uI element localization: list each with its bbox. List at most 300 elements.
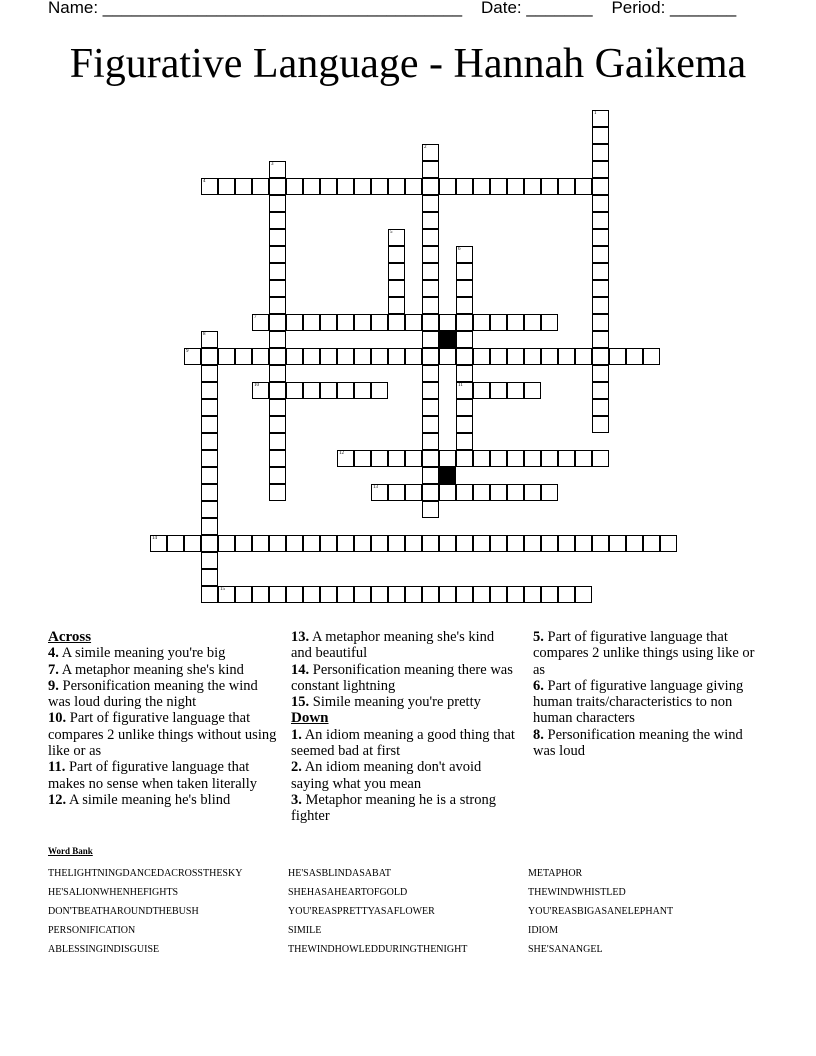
crossword-cell[interactable] bbox=[371, 450, 388, 467]
crossword-cell[interactable] bbox=[388, 348, 405, 365]
across-heading: Across bbox=[48, 629, 92, 645]
crossword-cell[interactable] bbox=[405, 178, 422, 195]
crossword-cell[interactable] bbox=[422, 586, 439, 603]
crossword-cell-11[interactable] bbox=[456, 382, 473, 399]
crossword-cell[interactable] bbox=[286, 314, 303, 331]
crossword-cell[interactable] bbox=[269, 535, 286, 552]
crossword-cell[interactable] bbox=[422, 161, 439, 178]
crossword-cell-15[interactable] bbox=[218, 586, 235, 603]
crossword-cell[interactable] bbox=[286, 348, 303, 365]
crossword-cell[interactable] bbox=[507, 382, 524, 399]
clue-number: 14 bbox=[152, 536, 157, 541]
crossword-cell[interactable] bbox=[592, 365, 609, 382]
crossword-cell[interactable] bbox=[473, 586, 490, 603]
crossword-cell[interactable] bbox=[422, 280, 439, 297]
crossword-cell[interactable] bbox=[303, 314, 320, 331]
clue-number: 4 bbox=[203, 179, 206, 184]
clue-down-2: 2. An idiom meaning don't avoid saying what you mean bbox=[291, 759, 482, 792]
crossword-cell[interactable] bbox=[558, 450, 575, 467]
crossword-cell[interactable] bbox=[592, 178, 609, 195]
crossword-cell[interactable] bbox=[456, 280, 473, 297]
crossword-cell[interactable] bbox=[286, 586, 303, 603]
crossword-cell[interactable] bbox=[490, 314, 507, 331]
crossword-cell[interactable] bbox=[252, 178, 269, 195]
crossword-cell[interactable] bbox=[592, 144, 609, 161]
crossword-cell[interactable] bbox=[626, 535, 643, 552]
crossword-cell[interactable] bbox=[269, 365, 286, 382]
date-field-label: Date: _______ bbox=[480, 0, 593, 17]
crossword-cell[interactable] bbox=[456, 348, 473, 365]
word-bank-item: YOU'REASPRETTYASAFLOWER bbox=[288, 906, 435, 917]
crossword-cell[interactable] bbox=[456, 586, 473, 603]
crossword-cell[interactable] bbox=[405, 314, 422, 331]
crossword-cell[interactable] bbox=[473, 535, 490, 552]
clue-across-12: 12. A simile meaning he's blind bbox=[48, 791, 231, 808]
clue-number: 11 bbox=[458, 383, 463, 388]
crossword-cell[interactable] bbox=[354, 535, 371, 552]
crossword-cell[interactable] bbox=[269, 399, 286, 416]
crossword-cell[interactable] bbox=[405, 450, 422, 467]
crossword-cell[interactable] bbox=[201, 365, 218, 382]
word-bank-item: HE'SALIONWHENHEFIGHTS bbox=[48, 887, 179, 898]
crossword-cell[interactable] bbox=[592, 331, 609, 348]
crossword-cell[interactable] bbox=[235, 348, 252, 365]
crossword-cell[interactable] bbox=[320, 382, 337, 399]
crossword-cell-10[interactable] bbox=[252, 382, 269, 399]
clue-across-10: 10. Part of figurative language that compares 2 unlike things without using like or as bbox=[48, 710, 277, 760]
crossword-cell[interactable] bbox=[218, 348, 235, 365]
clue-number: 13 bbox=[373, 485, 378, 490]
crossword-cell[interactable] bbox=[320, 178, 337, 195]
crossword-cell[interactable] bbox=[337, 535, 354, 552]
clue-down-3: 3. Metaphor meaning he is a strong fighter bbox=[291, 791, 496, 825]
crossword-cell[interactable] bbox=[575, 586, 592, 603]
crossword-cell-12[interactable] bbox=[337, 450, 354, 467]
word-bank-item: PERSONIFICATION bbox=[48, 925, 136, 936]
crossword-cell[interactable] bbox=[524, 450, 541, 467]
crossword-cell[interactable] bbox=[524, 382, 541, 399]
name-field-label: Name: ______________________________________ bbox=[48, 0, 463, 17]
crossword-cell[interactable] bbox=[473, 484, 490, 501]
crossword-cell[interactable] bbox=[269, 246, 286, 263]
clue-across-13: 13. A metaphor meaning she's kind and beautiful bbox=[291, 629, 495, 662]
crossword-cell[interactable] bbox=[643, 535, 660, 552]
crossword-cell[interactable] bbox=[320, 314, 337, 331]
clue-number: 15 bbox=[220, 587, 225, 592]
crossword-cell[interactable] bbox=[422, 348, 439, 365]
crossword-cell[interactable] bbox=[303, 586, 320, 603]
crossword-cell[interactable] bbox=[524, 178, 541, 195]
crossword-cell[interactable] bbox=[388, 484, 405, 501]
crossword-cell[interactable] bbox=[354, 348, 371, 365]
crossword-cell[interactable] bbox=[167, 535, 184, 552]
crossword-cell[interactable] bbox=[541, 484, 558, 501]
crossword-cell[interactable] bbox=[354, 314, 371, 331]
crossword-cell[interactable] bbox=[354, 586, 371, 603]
crossword-cell[interactable] bbox=[201, 552, 218, 569]
clue-across-14: 14. Personification meaning there was constant lightning bbox=[291, 661, 513, 694]
crossword-cell[interactable] bbox=[490, 586, 507, 603]
crossword-cell[interactable] bbox=[575, 178, 592, 195]
crossword-cell[interactable] bbox=[507, 586, 524, 603]
crossword-cell[interactable] bbox=[201, 569, 218, 586]
clue-number: 1 bbox=[594, 111, 597, 116]
crossword-cell[interactable] bbox=[269, 348, 286, 365]
crossword-cell[interactable] bbox=[201, 518, 218, 535]
crossword-cell[interactable] bbox=[490, 484, 507, 501]
crossword-cell[interactable] bbox=[541, 348, 558, 365]
crossword-cell[interactable] bbox=[575, 450, 592, 467]
crossword-cell[interactable] bbox=[422, 433, 439, 450]
crossword-cell[interactable] bbox=[269, 195, 286, 212]
crossword-cell[interactable] bbox=[422, 501, 439, 518]
clue-across-4: 4. A simile meaning you're big bbox=[48, 645, 226, 662]
clues-column-1 bbox=[48, 629, 280, 808]
crossword-cell-4[interactable] bbox=[201, 178, 218, 195]
clue-down-8: 8. Personification meaning the wind was loud bbox=[533, 726, 743, 760]
crossword-cell[interactable] bbox=[337, 382, 354, 399]
crossword-cell[interactable] bbox=[320, 348, 337, 365]
crossword-cell[interactable] bbox=[269, 263, 286, 280]
crossword-cell-14[interactable] bbox=[150, 535, 167, 552]
clue-number: 12 bbox=[339, 451, 344, 456]
crossword-cell[interactable] bbox=[422, 246, 439, 263]
crossword-cell[interactable] bbox=[660, 535, 677, 552]
crossword-cell[interactable] bbox=[541, 535, 558, 552]
word-bank-item: METAPHOR bbox=[528, 868, 583, 879]
period-field-label: Period: _______ bbox=[611, 0, 737, 17]
crossword-cell[interactable] bbox=[269, 212, 286, 229]
clue-number: 7 bbox=[254, 315, 257, 320]
crossword-cell[interactable] bbox=[524, 535, 541, 552]
word-bank-item: DON'TBEATHAROUNDTHEBUSH bbox=[48, 906, 199, 917]
crossword-cell[interactable] bbox=[473, 450, 490, 467]
crossword-cell[interactable] bbox=[269, 280, 286, 297]
crossword-cell[interactable] bbox=[218, 535, 235, 552]
crossword-cell[interactable] bbox=[405, 484, 422, 501]
crossword-cell[interactable] bbox=[456, 314, 473, 331]
crossword-cell-5[interactable] bbox=[388, 229, 405, 246]
clues-column-3 bbox=[533, 629, 765, 759]
crossword-cell[interactable] bbox=[473, 348, 490, 365]
crossword-cell[interactable] bbox=[422, 178, 439, 195]
crossword-cell[interactable] bbox=[201, 433, 218, 450]
crossword-cell[interactable] bbox=[201, 586, 218, 603]
crossword-cell[interactable] bbox=[388, 450, 405, 467]
crossword-cell[interactable] bbox=[507, 348, 524, 365]
crossword-cell[interactable] bbox=[592, 280, 609, 297]
clue-across-11: 11. Part of figurative language that makes no sense when taken literally bbox=[48, 759, 257, 792]
crossword-cell[interactable] bbox=[269, 433, 286, 450]
crossword-cell[interactable] bbox=[592, 229, 609, 246]
crossword-cell[interactable] bbox=[388, 263, 405, 280]
crossword-cell[interactable] bbox=[558, 586, 575, 603]
crossword-cell[interactable] bbox=[473, 314, 490, 331]
clue-number: 2 bbox=[424, 145, 427, 150]
crossword-cell[interactable] bbox=[592, 314, 609, 331]
crossword-cell[interactable] bbox=[507, 314, 524, 331]
crossword-cell[interactable] bbox=[303, 382, 320, 399]
crossword-cell[interactable] bbox=[456, 399, 473, 416]
crossword-cell-1[interactable] bbox=[592, 110, 609, 127]
crossword-cell[interactable] bbox=[252, 535, 269, 552]
crossword-cell[interactable] bbox=[371, 382, 388, 399]
crossword-cell[interactable] bbox=[507, 535, 524, 552]
crossword-cell[interactable] bbox=[422, 314, 439, 331]
crossword-cell[interactable] bbox=[422, 535, 439, 552]
crossword-cell[interactable] bbox=[201, 467, 218, 484]
crossword-cell[interactable] bbox=[286, 382, 303, 399]
page-title: Figurative Language - Hannah Gaikema bbox=[69, 41, 747, 87]
crossword-cell[interactable] bbox=[388, 314, 405, 331]
clue-across-7: 7. A metaphor meaning she's kind bbox=[48, 661, 244, 678]
crossword-cell[interactable] bbox=[337, 348, 354, 365]
black-square bbox=[439, 467, 456, 484]
crossword-cell[interactable] bbox=[422, 212, 439, 229]
crossword-cell[interactable] bbox=[371, 314, 388, 331]
crossword-cell[interactable] bbox=[337, 178, 354, 195]
crossword-cell[interactable] bbox=[405, 586, 422, 603]
crossword-cell[interactable] bbox=[592, 450, 609, 467]
crossword-cell[interactable] bbox=[592, 246, 609, 263]
crossword-cell[interactable] bbox=[201, 416, 218, 433]
crossword-cell[interactable] bbox=[286, 535, 303, 552]
crossword-cell[interactable] bbox=[456, 433, 473, 450]
crossword-cell[interactable] bbox=[524, 484, 541, 501]
crossword-cell[interactable] bbox=[439, 535, 456, 552]
crossword-cell[interactable] bbox=[592, 297, 609, 314]
word-bank-item: THELIGHTNINGDANCEDACROSSTHESKY bbox=[48, 868, 243, 879]
clue-number: 10 bbox=[254, 383, 259, 388]
crossword-cell[interactable] bbox=[184, 535, 201, 552]
crossword-cell[interactable] bbox=[422, 195, 439, 212]
word-bank-item: YOU'REASBIGASANELEPHANT bbox=[528, 906, 674, 917]
crossword-cell-2[interactable] bbox=[422, 144, 439, 161]
crossword-cell[interactable] bbox=[371, 586, 388, 603]
crossword-cell[interactable] bbox=[354, 178, 371, 195]
crossword-cell[interactable] bbox=[473, 382, 490, 399]
crossword-cell[interactable] bbox=[541, 450, 558, 467]
crossword-cell[interactable] bbox=[524, 348, 541, 365]
crossword-cell[interactable] bbox=[541, 314, 558, 331]
word-bank-item: ABLESSINGINDISGUISE bbox=[48, 944, 160, 955]
crossword-cell[interactable] bbox=[439, 484, 456, 501]
crossword-cell[interactable] bbox=[592, 195, 609, 212]
word-bank-item: THEWINDHOWLEDDURINGTHENIGHT bbox=[288, 944, 468, 955]
down-heading: Down bbox=[291, 710, 329, 727]
crossword-cell[interactable] bbox=[269, 297, 286, 314]
crossword-cell[interactable] bbox=[592, 399, 609, 416]
word-bank-item: SIMILE bbox=[288, 925, 322, 936]
clue-across-15: 15. Simile meaning you're pretty bbox=[291, 694, 481, 711]
crossword-cell[interactable] bbox=[405, 348, 422, 365]
crossword-cell[interactable] bbox=[490, 535, 507, 552]
crossword-cell-9[interactable] bbox=[184, 348, 201, 365]
crossword-cell[interactable] bbox=[371, 178, 388, 195]
crossword-cell[interactable] bbox=[456, 178, 473, 195]
crossword-cell[interactable] bbox=[269, 416, 286, 433]
crossword-cell[interactable] bbox=[303, 348, 320, 365]
crossword-cell[interactable] bbox=[524, 314, 541, 331]
crossword-cell[interactable] bbox=[456, 365, 473, 382]
crossword-cell-7[interactable] bbox=[252, 314, 269, 331]
crossword-cell[interactable] bbox=[354, 382, 371, 399]
crossword-cell[interactable] bbox=[439, 586, 456, 603]
word-bank-title: Word Bank bbox=[48, 846, 93, 856]
clue-down-1: 1. An idiom meaning a good thing that seemed bad at first bbox=[291, 726, 515, 760]
crossword-cell[interactable] bbox=[626, 348, 643, 365]
crossword-cell[interactable] bbox=[388, 178, 405, 195]
crossword-cell[interactable] bbox=[320, 586, 337, 603]
crossword-cell[interactable] bbox=[269, 331, 286, 348]
crossword-cell[interactable] bbox=[303, 178, 320, 195]
crossword-cell[interactable] bbox=[507, 484, 524, 501]
crossword-cell[interactable] bbox=[592, 127, 609, 144]
crossword-cell[interactable] bbox=[456, 263, 473, 280]
clues-column-2 bbox=[291, 629, 517, 825]
clue-number: 3 bbox=[271, 162, 274, 167]
crossword-cell[interactable] bbox=[439, 314, 456, 331]
clue-across-9: 9. Personification meaning the wind was loud during the night bbox=[48, 677, 258, 711]
crossword-cell[interactable] bbox=[388, 535, 405, 552]
crossword-cell[interactable] bbox=[252, 348, 269, 365]
crossword-cell[interactable] bbox=[269, 467, 286, 484]
crossword-cell[interactable] bbox=[337, 586, 354, 603]
clue-down-6: 6. Part of figurative language giving human traits/characteristics to non human characters bbox=[533, 677, 744, 727]
crossword-cell[interactable] bbox=[609, 535, 626, 552]
word-bank-item: HE'SASBLINDASABAT bbox=[288, 868, 391, 879]
crossword-cell[interactable] bbox=[201, 535, 218, 552]
crossword-cell[interactable] bbox=[507, 178, 524, 195]
crossword-cell[interactable] bbox=[422, 467, 439, 484]
crossword-cell[interactable] bbox=[592, 382, 609, 399]
crossword-cell[interactable] bbox=[592, 416, 609, 433]
word-bank-item: THEWINDWHISTLED bbox=[528, 887, 626, 898]
crossword-cell[interactable] bbox=[388, 280, 405, 297]
crossword-cell[interactable] bbox=[269, 314, 286, 331]
crossword-cell[interactable] bbox=[201, 348, 218, 365]
crossword-cell[interactable] bbox=[235, 178, 252, 195]
crossword-cell[interactable] bbox=[422, 229, 439, 246]
crossword-cell[interactable] bbox=[558, 535, 575, 552]
crossword-cell[interactable] bbox=[371, 348, 388, 365]
crossword-cell[interactable] bbox=[269, 586, 286, 603]
crossword-cell[interactable] bbox=[558, 178, 575, 195]
crossword-cell[interactable] bbox=[592, 535, 609, 552]
crossword-cell[interactable] bbox=[303, 535, 320, 552]
crossword-cell[interactable] bbox=[439, 178, 456, 195]
crossword-cell[interactable] bbox=[422, 297, 439, 314]
crossword-cell-3[interactable] bbox=[269, 161, 286, 178]
word-bank-column-2 bbox=[288, 864, 467, 959]
crossword-cell[interactable] bbox=[269, 229, 286, 246]
clue-number: 8 bbox=[203, 332, 206, 337]
crossword-cell[interactable] bbox=[422, 382, 439, 399]
crossword-cell[interactable] bbox=[235, 586, 252, 603]
crossword-cell[interactable] bbox=[456, 297, 473, 314]
crossword-cell[interactable] bbox=[490, 382, 507, 399]
crossword-cell[interactable] bbox=[490, 348, 507, 365]
crossword-cell[interactable] bbox=[541, 586, 558, 603]
crossword-cell[interactable] bbox=[252, 586, 269, 603]
crossword-cell[interactable] bbox=[405, 535, 422, 552]
crossword-cell[interactable] bbox=[592, 348, 609, 365]
crossword-cell[interactable] bbox=[456, 484, 473, 501]
crossword-cell[interactable] bbox=[592, 161, 609, 178]
crossword-cell[interactable] bbox=[456, 450, 473, 467]
crossword-cell[interactable] bbox=[643, 348, 660, 365]
word-bank-item: IDIOM bbox=[528, 925, 558, 936]
clue-number: 9 bbox=[186, 349, 189, 354]
crossword-cell[interactable] bbox=[456, 416, 473, 433]
crossword-cell[interactable] bbox=[269, 178, 286, 195]
crossword-cell[interactable] bbox=[337, 314, 354, 331]
crossword-cell-13[interactable] bbox=[371, 484, 388, 501]
crossword-cell[interactable] bbox=[422, 450, 439, 467]
black-square bbox=[439, 331, 456, 348]
crossword-cell[interactable] bbox=[269, 450, 286, 467]
crossword-cell[interactable] bbox=[575, 535, 592, 552]
crossword-cell[interactable] bbox=[558, 348, 575, 365]
crossword-cell[interactable] bbox=[507, 450, 524, 467]
crossword-cell[interactable] bbox=[422, 399, 439, 416]
crossword-cell[interactable] bbox=[524, 586, 541, 603]
crossword-cell[interactable] bbox=[422, 484, 439, 501]
crossword-cell[interactable] bbox=[422, 263, 439, 280]
clue-number: 5 bbox=[390, 230, 393, 235]
crossword-cell[interactable] bbox=[456, 331, 473, 348]
crossword-cell[interactable] bbox=[201, 501, 218, 518]
crossword-cell-8[interactable] bbox=[201, 331, 218, 348]
crossword-cell[interactable] bbox=[371, 535, 388, 552]
crossword-cell[interactable] bbox=[609, 348, 626, 365]
crossword-cell[interactable] bbox=[201, 450, 218, 467]
crossword-cell[interactable] bbox=[269, 484, 286, 501]
crossword-cell[interactable] bbox=[575, 348, 592, 365]
crossword-cell[interactable] bbox=[456, 535, 473, 552]
clue-number: 6 bbox=[458, 247, 461, 252]
crossword-cell[interactable] bbox=[388, 586, 405, 603]
crossword-cell[interactable] bbox=[235, 535, 252, 552]
crossword-cell[interactable] bbox=[201, 399, 218, 416]
crossword-cell[interactable] bbox=[320, 535, 337, 552]
crossword-cell[interactable] bbox=[422, 365, 439, 382]
crossword-cell-6[interactable] bbox=[456, 246, 473, 263]
word-bank-column-3 bbox=[528, 864, 673, 959]
word-bank-column-1 bbox=[48, 864, 242, 959]
crossword-cell[interactable] bbox=[473, 178, 490, 195]
clue-down-5: 5. Part of figurative language that compares 2 unlike things using like or as bbox=[533, 629, 755, 678]
crossword-cell[interactable] bbox=[592, 263, 609, 280]
crossword-cell[interactable] bbox=[592, 212, 609, 229]
crossword-cell[interactable] bbox=[490, 178, 507, 195]
crossword-cell[interactable] bbox=[269, 382, 286, 399]
crossword-cell[interactable] bbox=[218, 178, 235, 195]
crossword-cell[interactable] bbox=[286, 178, 303, 195]
crossword-cell[interactable] bbox=[201, 382, 218, 399]
crossword-cell[interactable] bbox=[201, 484, 218, 501]
crossword-cell[interactable] bbox=[422, 416, 439, 433]
word-bank-item: SHE'SANANGEL bbox=[528, 944, 603, 955]
crossword-cell[interactable] bbox=[354, 450, 371, 467]
crossword-cell[interactable] bbox=[541, 178, 558, 195]
crossword-cell[interactable] bbox=[439, 348, 456, 365]
crossword-cell[interactable] bbox=[388, 297, 405, 314]
crossword-cell[interactable] bbox=[490, 450, 507, 467]
crossword-cell[interactable] bbox=[439, 450, 456, 467]
crossword-cell[interactable] bbox=[388, 246, 405, 263]
crossword-cell[interactable] bbox=[422, 331, 439, 348]
